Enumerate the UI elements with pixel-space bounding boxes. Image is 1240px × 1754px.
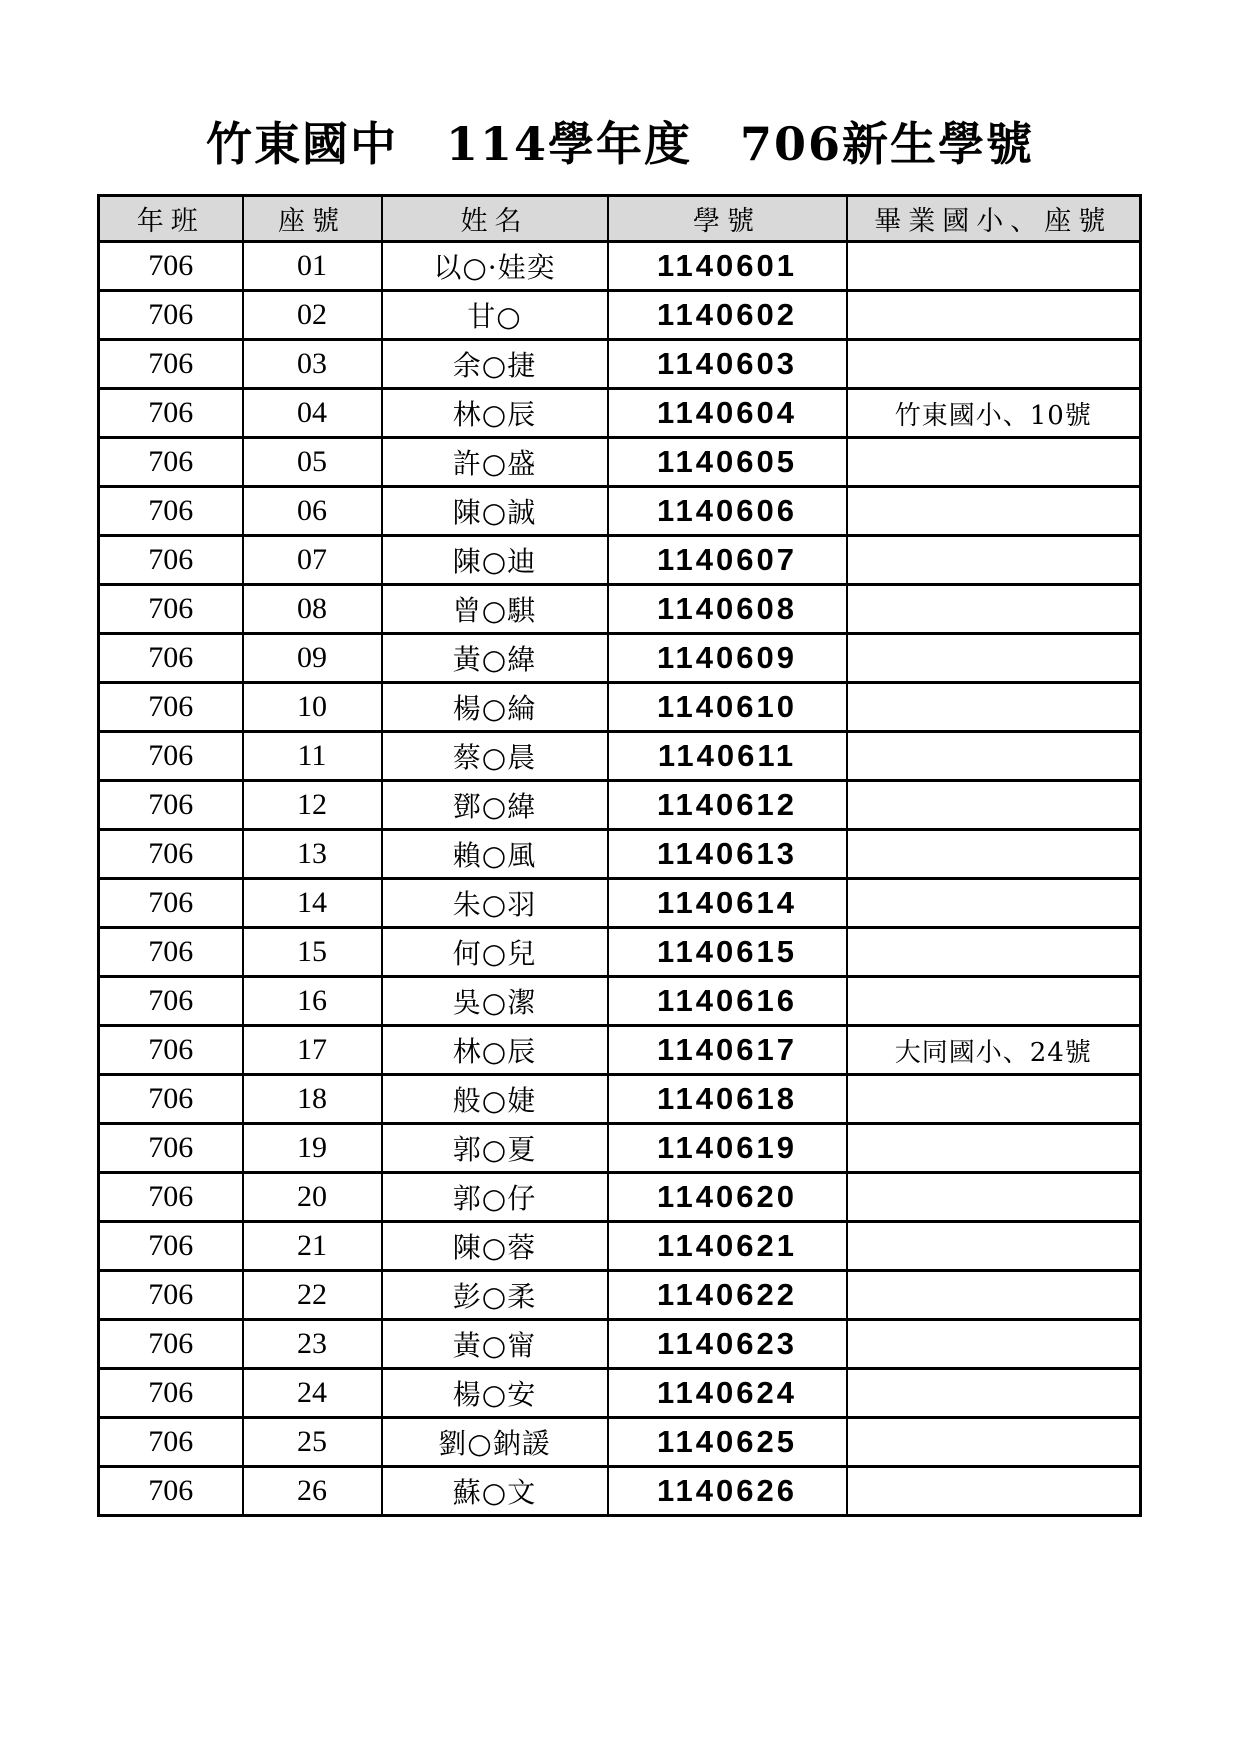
table-row [99, 1320, 1141, 1369]
cell-student-name: 何○兒 [382, 928, 608, 977]
cell-student-id: 1140612 [608, 781, 847, 830]
cell-class: 706 [99, 389, 243, 438]
cell-student-id: 1140618 [608, 1075, 847, 1124]
cell-student-name: 陳○誠 [382, 487, 608, 536]
cell-elementary-school-note [847, 634, 1141, 683]
cell-elementary-school-note [847, 1467, 1141, 1516]
cell-student-name: 曾○騏 [382, 585, 608, 634]
table-row [99, 1026, 1141, 1075]
cell-class: 706 [99, 340, 243, 389]
table-row [99, 1222, 1141, 1271]
cell-elementary-school-note [847, 487, 1141, 536]
table-row [99, 340, 1141, 389]
cell-seat-number: 01 [243, 242, 382, 291]
table-row [99, 242, 1141, 291]
cell-elementary-school-note [847, 438, 1141, 487]
cell-class: 706 [99, 487, 243, 536]
cell-seat-number: 12 [243, 781, 382, 830]
cell-student-name: 楊○安 [382, 1369, 608, 1418]
cell-elementary-school-note [847, 732, 1141, 781]
cell-student-name: 吳○潔 [382, 977, 608, 1026]
column-header-student-id: 學號 [608, 196, 847, 242]
cell-seat-number: 04 [243, 389, 382, 438]
cell-elementary-school-note [847, 928, 1141, 977]
cell-seat-number: 14 [243, 879, 382, 928]
cell-student-id: 1140606 [608, 487, 847, 536]
cell-student-id: 1140603 [608, 340, 847, 389]
cell-class: 706 [99, 1418, 243, 1467]
table-row [99, 781, 1141, 830]
column-header-seat: 座號 [243, 196, 382, 242]
cell-elementary-school-note: 竹東國小、10號 [847, 389, 1141, 438]
cell-elementary-school-note [847, 1222, 1141, 1271]
cell-elementary-school-note [847, 340, 1141, 389]
cell-seat-number: 07 [243, 536, 382, 585]
cell-class: 706 [99, 732, 243, 781]
cell-class: 706 [99, 1271, 243, 1320]
cell-student-id: 1140611 [608, 732, 847, 781]
cell-elementary-school-note: 大同國小、24號 [847, 1026, 1141, 1075]
table-row [99, 438, 1141, 487]
cell-seat-number: 05 [243, 438, 382, 487]
cell-student-id: 1140610 [608, 683, 847, 732]
table-row [99, 928, 1141, 977]
cell-seat-number: 20 [243, 1173, 382, 1222]
cell-seat-number: 19 [243, 1124, 382, 1173]
table-row [99, 487, 1141, 536]
cell-class: 706 [99, 1369, 243, 1418]
cell-seat-number: 11 [243, 732, 382, 781]
column-header-class: 年班 [99, 196, 243, 242]
cell-class: 706 [99, 830, 243, 879]
cell-seat-number: 17 [243, 1026, 382, 1075]
cell-student-name: 陳○迪 [382, 536, 608, 585]
cell-student-name: 朱○羽 [382, 879, 608, 928]
cell-student-name: 彭○柔 [382, 1271, 608, 1320]
cell-seat-number: 02 [243, 291, 382, 340]
table-row [99, 830, 1141, 879]
table-body [99, 242, 1141, 1516]
cell-class: 706 [99, 536, 243, 585]
cell-student-id: 1140622 [608, 1271, 847, 1320]
cell-student-name: 甘○ [382, 291, 608, 340]
cell-student-name: 郭○仔 [382, 1173, 608, 1222]
cell-class: 706 [99, 1222, 243, 1271]
cell-elementary-school-note [847, 1075, 1141, 1124]
cell-student-id: 1140625 [608, 1418, 847, 1467]
cell-class: 706 [99, 585, 243, 634]
table-row [99, 291, 1141, 340]
cell-student-name: 般○婕 [382, 1075, 608, 1124]
cell-student-id: 1140605 [608, 438, 847, 487]
cell-seat-number: 22 [243, 1271, 382, 1320]
cell-student-name: 林○辰 [382, 389, 608, 438]
cell-class: 706 [99, 977, 243, 1026]
cell-seat-number: 09 [243, 634, 382, 683]
cell-student-id: 1140626 [608, 1467, 847, 1516]
cell-elementary-school-note [847, 585, 1141, 634]
cell-student-id: 1140623 [608, 1320, 847, 1369]
cell-student-id: 1140613 [608, 830, 847, 879]
cell-class: 706 [99, 1320, 243, 1369]
table-row [99, 536, 1141, 585]
table-header-row [99, 196, 1141, 242]
cell-elementary-school-note [847, 1418, 1141, 1467]
table-row [99, 1369, 1141, 1418]
cell-elementary-school-note [847, 242, 1141, 291]
cell-student-name: 郭○夏 [382, 1124, 608, 1173]
cell-student-id: 1140617 [608, 1026, 847, 1075]
cell-elementary-school-note [847, 291, 1141, 340]
cell-elementary-school-note [847, 977, 1141, 1026]
cell-class: 706 [99, 781, 243, 830]
cell-class: 706 [99, 1026, 243, 1075]
cell-class: 706 [99, 683, 243, 732]
cell-seat-number: 16 [243, 977, 382, 1026]
cell-student-id: 1140614 [608, 879, 847, 928]
cell-seat-number: 06 [243, 487, 382, 536]
cell-student-id: 1140609 [608, 634, 847, 683]
table-row [99, 1271, 1141, 1320]
cell-student-name: 黃○甯 [382, 1320, 608, 1369]
table-row [99, 1467, 1141, 1516]
cell-student-id: 1140602 [608, 291, 847, 340]
cell-student-name: 余○捷 [382, 340, 608, 389]
cell-class: 706 [99, 879, 243, 928]
cell-student-id: 1140621 [608, 1222, 847, 1271]
table-row [99, 732, 1141, 781]
cell-elementary-school-note [847, 1124, 1141, 1173]
cell-seat-number: 03 [243, 340, 382, 389]
column-header-name: 姓名 [382, 196, 608, 242]
table-row [99, 1418, 1141, 1467]
cell-seat-number: 15 [243, 928, 382, 977]
table-row [99, 585, 1141, 634]
table-row [99, 977, 1141, 1026]
cell-student-name: 楊○綸 [382, 683, 608, 732]
cell-elementary-school-note [847, 830, 1141, 879]
cell-elementary-school-note [847, 1369, 1141, 1418]
column-header-note: 畢業國小、座號 [847, 196, 1141, 242]
cell-student-name: 蔡○晨 [382, 732, 608, 781]
cell-student-id: 1140604 [608, 389, 847, 438]
cell-elementary-school-note [847, 1320, 1141, 1369]
cell-seat-number: 13 [243, 830, 382, 879]
cell-seat-number: 24 [243, 1369, 382, 1418]
cell-class: 706 [99, 291, 243, 340]
cell-student-name: 許○盛 [382, 438, 608, 487]
cell-student-id: 1140620 [608, 1173, 847, 1222]
cell-student-id: 1140619 [608, 1124, 847, 1173]
cell-class: 706 [99, 1467, 243, 1516]
cell-student-name: 黃○緯 [382, 634, 608, 683]
cell-student-id: 1140615 [608, 928, 847, 977]
cell-class: 706 [99, 634, 243, 683]
table-row [99, 1124, 1141, 1173]
cell-class: 706 [99, 928, 243, 977]
cell-elementary-school-note [847, 1173, 1141, 1222]
page-title: 竹東國中 114學年度 706新生學號 [205, 117, 1035, 171]
table-row [99, 634, 1141, 683]
table-row [99, 389, 1141, 438]
cell-student-name: 賴○風 [382, 830, 608, 879]
cell-class: 706 [99, 438, 243, 487]
cell-student-name: 以○·娃奕 [382, 242, 608, 291]
cell-class: 706 [99, 1124, 243, 1173]
cell-student-id: 1140616 [608, 977, 847, 1026]
cell-student-id: 1140607 [608, 536, 847, 585]
cell-elementary-school-note [847, 1271, 1141, 1320]
cell-seat-number: 08 [243, 585, 382, 634]
cell-student-name: 林○辰 [382, 1026, 608, 1075]
cell-elementary-school-note [847, 536, 1141, 585]
cell-student-name: 劉○鈉諼 [382, 1418, 608, 1467]
table-row [99, 683, 1141, 732]
cell-student-id: 1140624 [608, 1369, 847, 1418]
cell-seat-number: 25 [243, 1418, 382, 1467]
table-row [99, 1173, 1141, 1222]
cell-student-id: 1140608 [608, 585, 847, 634]
cell-student-id: 1140601 [608, 242, 847, 291]
student-roster-table [97, 194, 1142, 1517]
cell-student-name: 蘇○文 [382, 1467, 608, 1516]
cell-seat-number: 26 [243, 1467, 382, 1516]
cell-student-name: 鄧○緯 [382, 781, 608, 830]
cell-elementary-school-note [847, 781, 1141, 830]
cell-class: 706 [99, 242, 243, 291]
cell-class: 706 [99, 1173, 243, 1222]
cell-seat-number: 21 [243, 1222, 382, 1271]
cell-seat-number: 23 [243, 1320, 382, 1369]
table-row [99, 1075, 1141, 1124]
cell-student-name: 陳○蓉 [382, 1222, 608, 1271]
cell-seat-number: 10 [243, 683, 382, 732]
cell-elementary-school-note [847, 683, 1141, 732]
table-row [99, 879, 1141, 928]
cell-seat-number: 18 [243, 1075, 382, 1124]
cell-class: 706 [99, 1075, 243, 1124]
cell-elementary-school-note [847, 879, 1141, 928]
